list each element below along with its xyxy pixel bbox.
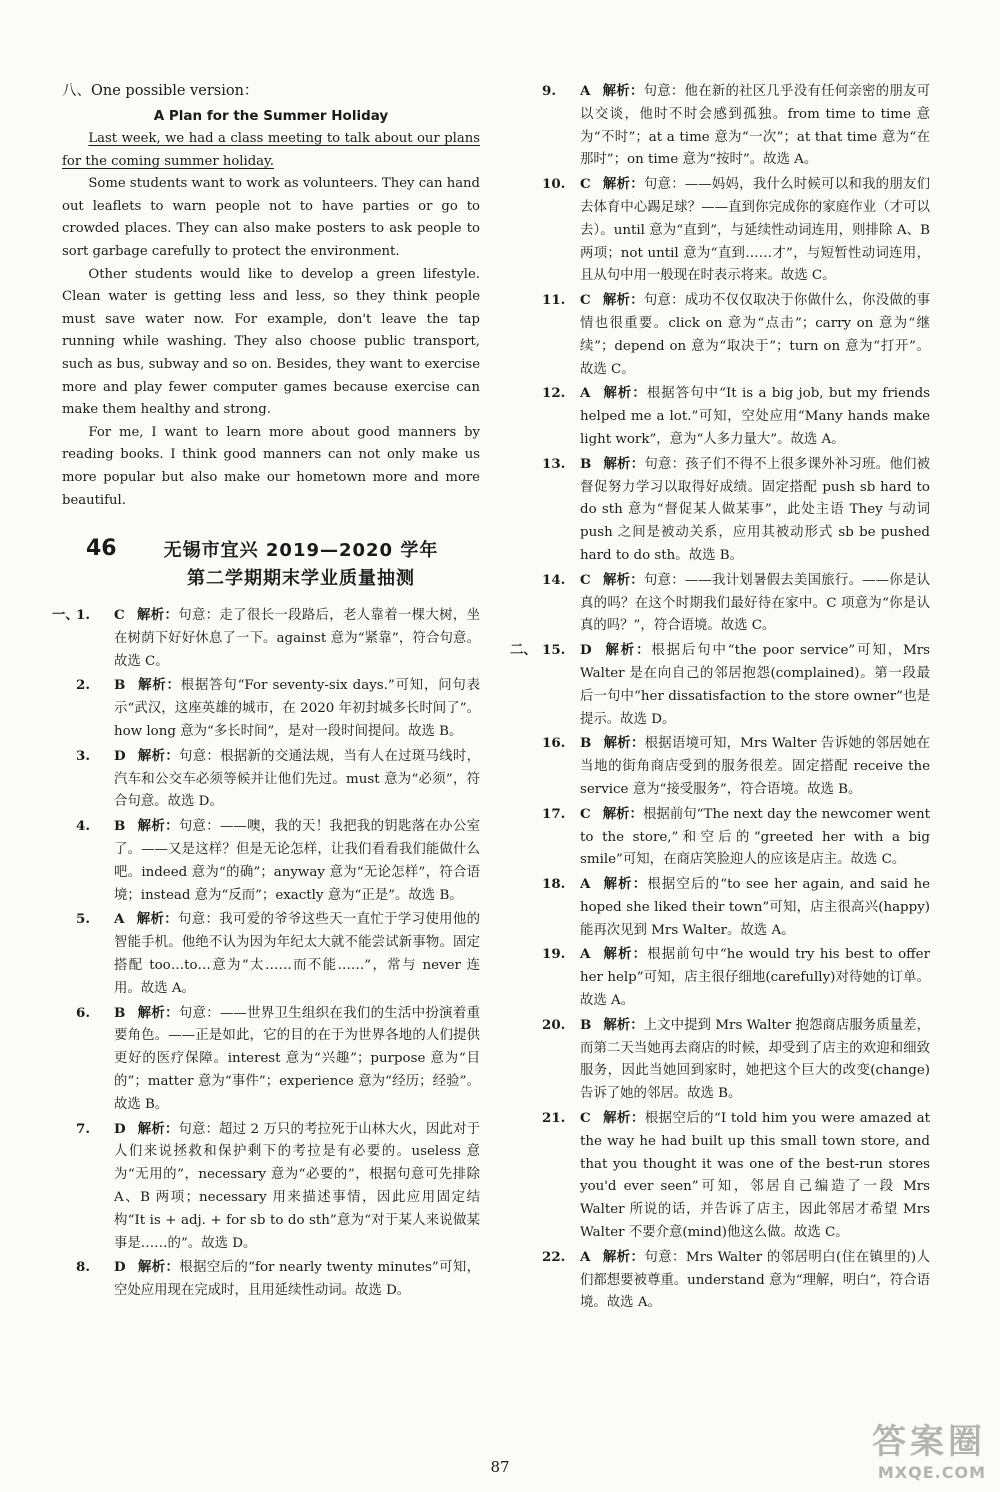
answer-number: 3. <box>76 747 90 764</box>
answer-explanation: 根据前句“The next day the newcomer went to the store,”和空后的“greeted her with a big smile”可知，在商店笑脸迎人的应该是店主。故选 C。 <box>580 806 930 868</box>
answer-choice: A <box>580 876 591 893</box>
answer-number: 19. <box>542 946 566 963</box>
answer-item <box>536 1107 930 1245</box>
answer-item <box>536 803 930 872</box>
answer-number: 7. <box>76 1120 90 1137</box>
answer-explanation: 上文中提到 Mrs Walter 抱怨商店服务质量差，而第二天当她再去商店的时候，却受到了店主的欢迎和细致服务，因此当她回到家时，她把这个巨大的改变(change)告诉了她的邻居。故选 B。 <box>580 1017 930 1102</box>
analysis-label: 解析： <box>137 819 179 835</box>
answer-explanation: 句意：他在新的社区几乎没有任何亲密的朋友可以交谈，他时不时会感到孤独。from time to time 意为“不时”；at a time 意为“一次”；at that time 意为“在那时”；on time 意为“按时”。故选 A。 <box>580 84 931 168</box>
answer-explanation: 句意：根据新的交通法规，当有人在过斑马线时，汽车和公交车必须等候并让他们先过。must 意为“必须”，符合句意。故选 D。 <box>114 748 480 810</box>
answer-explanation: 根据空后的“to see her again, and said he hoped she liked their town”可知，店主很高兴(happy)能再次见到 Mrs Walter。故选 A。 <box>580 877 931 938</box>
answer-item <box>62 1256 480 1303</box>
answer-choice: A <box>114 911 125 928</box>
answer-choice: B <box>114 1004 126 1021</box>
answer-choice: C <box>580 176 591 193</box>
answer-number: 20. <box>542 1016 566 1033</box>
answer-item <box>536 943 930 1012</box>
analysis-label: 解析： <box>137 1121 179 1137</box>
answer-choice: B <box>580 455 592 472</box>
essay-paragraph-4: For me, I want to learn more about good manners by reading books. I think good manners can not only make us more popular but also make our hometown more and more beautiful. <box>62 424 480 508</box>
analysis-label: 解析： <box>137 1005 179 1021</box>
answer-item <box>62 1002 480 1117</box>
answer-number: 9. <box>542 83 556 99</box>
answer-number: 14. <box>542 571 566 588</box>
answer-item <box>536 382 930 451</box>
answer-explanation: 句意：——噢，我的天！我把我的钥匙落在办公室了。——又是这样？但是无论怎样，让我们看看我们能做什么吧。indeed 意为“的确”；anyway 意为“无论怎样”，符合语境；instead 意为“反而”；exactly 意为“正是”。故选 B。 <box>114 819 481 903</box>
answer-explanation: 根据空后的“I told him you were amazed at the way he had built up this small town store, and that you thought it was one of the best-run stores you'd ever seen”可知，邻居自己编造了一段 Mrs Walter 所说的话，并告诉了店主，因此邻居才希望 Mrs Walter 不要介意(mind)他这么做。故选 C。 <box>580 1111 930 1241</box>
answer-choice: A <box>580 946 591 963</box>
answer-choice: B <box>580 735 592 752</box>
answer-explanation: 句意：成功不仅仅取决于你做什么，你没做的事情也很重要。click on 意为“点击”；carry on 意为“继续”；depend on 意为“取决于”；turn on 意为“打开”。故选 C。 <box>580 293 931 377</box>
answer-choice: D <box>114 747 126 764</box>
answer-number: 4. <box>76 818 90 835</box>
answer-item <box>62 674 480 743</box>
answer-list-right <box>510 80 931 1315</box>
answer-choice: D <box>580 642 592 659</box>
answer-number: 16. <box>542 735 566 752</box>
watermark-url: MXQE.COM <box>877 1463 986 1482</box>
analysis-label: 解析： <box>602 1111 645 1127</box>
analysis-label: 解析： <box>137 748 180 764</box>
analysis-label: 解析： <box>602 947 648 963</box>
analysis-label: 解析： <box>603 736 645 752</box>
answer-explanation: 根据语境可知，Mrs Walter 告诉她的邻居她在当地的街角商店受到的服务很差。固定搭配 receive the service 意为“接受服务”，符合语境。故选 B。 <box>580 736 931 797</box>
analysis-label: 解析： <box>136 608 179 624</box>
page-number: 87 <box>490 1458 510 1476</box>
answer-explanation: 根据答句“For seventy-six days.”可知，问句表示“武汉，这座英雄的城市，在 2020 年初封城多长时间了”。how long 意为“多长时间”，是对一段时间提问。故选 B。 <box>114 678 481 740</box>
section-heading <box>62 534 480 592</box>
answer-choice: C <box>580 571 591 588</box>
watermark-text: 答案圈 <box>872 1422 986 1462</box>
answer-number: 10. <box>542 176 566 193</box>
analysis-label: 解析： <box>603 456 645 472</box>
answer-number: 21. <box>542 1110 566 1127</box>
answer-choice: C <box>580 1110 591 1127</box>
answer-choice: A <box>580 83 591 99</box>
answer-number: 11. <box>542 292 566 309</box>
answer-item <box>62 1118 480 1256</box>
essay-paragraph-2: Some students want to work as volunteers. They can hand out leaflets to warn people not to have parties or go to crowded places. They can also make posters to ask people to sort garbage carefully to protect the environment. <box>62 176 480 259</box>
analysis-label: 解析： <box>137 1260 180 1276</box>
answer-number: 8. <box>76 1259 90 1276</box>
answer-explanation: 句意：——我计划暑假去美国旅行。——你是认真的吗？在这个时期我们最好待在家中。C 项意为“你是认真的吗？”，符合语境。故选 C。 <box>580 572 931 634</box>
answer-choice: A <box>580 385 591 402</box>
answer-number: 1. <box>76 607 90 624</box>
answer-number: 12. <box>542 385 566 402</box>
essay-paragraph-1: Last week, we had a class meeting to talk about our plans for the coming summer holiday. <box>62 131 480 169</box>
section-number: 46 <box>86 536 117 562</box>
answer-explanation: 根据答句中“It is a big job, but my friends helped me a lot.”可知，空处应用“Many hands make light work”，意为“人多力量大”。故选 A。 <box>580 386 931 447</box>
right-column <box>510 80 931 1316</box>
watermark-logo <box>872 1414 986 1482</box>
analysis-label: 解析： <box>602 572 644 588</box>
answer-explanation: 句意：走了很长一段路后，老人靠着一棵大树，坐在树荫下好好休息了一下。against 意为“紧靠”，符合句意。故选 C。 <box>114 608 481 669</box>
essay-paragraph-3: Other students would like to develop a green lifestyle. Clean water is getting less and less, so they think people must save water now. For example, don't leave the tap running while washing. They also choose public transport, such as bus, subway and so on. Besides, they want to exercise more and play fewer computer games because exercise can make them healthy and strong. <box>62 266 480 418</box>
analysis-label: 解析： <box>603 643 652 659</box>
answer-explanation: 句意：超过 2 万只的考拉死于山林大火，因此对于人们来说拯救和保护剩下的考拉是有必要的。useless 意为“无用的”，necessary 意为“必要的”，根据句意可先排除 A、B 两项；necessary 用来描述事情，因此应用固定结构“It is + adj. + for sb to do sth”意为“对于某人来说做某事是……的”。故选 D。 <box>114 1121 481 1251</box>
answer-number: 13. <box>542 455 566 472</box>
answer-explanation: 句意：——世界卫生组织在我们的生活中扮演着重要角色。——正是如此，它的目的在于为世界各地的人们提供更好的医疗保障。interest 意为“兴趣”；purpose 意为“目的”；matter 意为“事件”；experience 意为“经历；经验”。故选 B。 <box>114 1005 481 1112</box>
answer-explanation: 根据前句中“he would try his best to offer her help”可知，店主很仔细地(carefully)对待她的订单。故选 A。 <box>580 947 931 1009</box>
answer-item <box>536 873 930 942</box>
answer-choice: D <box>114 1259 126 1276</box>
answer-item <box>536 1014 930 1106</box>
answer-choice: C <box>580 805 591 822</box>
answer-choice: C <box>580 292 591 309</box>
section-title-line-2: 第二学期期末学业质量抽测 <box>187 568 415 590</box>
analysis-label: 解析： <box>602 806 643 822</box>
answer-group-label: 二、 <box>510 642 537 659</box>
analysis-label: 解析： <box>603 1017 644 1033</box>
answer-choice: B <box>114 677 126 694</box>
answer-item <box>536 173 930 288</box>
analysis-label: 解析： <box>136 912 178 928</box>
essay-intro: 八、One possible version： <box>62 83 259 99</box>
answer-explanation: 句意：孩子们不得不上很多课外补习班。他们被督促努力学习以取得好成绩。固定搭配 push sb hard to do sth 意为“督促某人做某事”，此处主语 They 与动词 push 之间是被动关系，应用其被动形式 sb be pushed hard to do sth。故选 B。 <box>580 456 931 563</box>
answer-number: 17. <box>542 805 566 822</box>
answer-choice: B <box>580 1016 592 1033</box>
answer-item <box>62 745 480 814</box>
analysis-label: 解析： <box>602 293 644 309</box>
answer-number: 22. <box>542 1248 566 1265</box>
answer-explanation: 句意：——妈妈，我什么时候可以和我的朋友们去体育中心踢足球？——直到你完成你的家庭作业（才可以去）。until 意为“直到”，与延续性动词连用，则排除 A、B 两项；not until 意为“直到……才”，与短暂性动词连用，且从句中用一般现在时表示将来。故选 C。 <box>580 177 931 284</box>
analysis-label: 解析： <box>602 877 648 893</box>
answer-choice: C <box>114 607 125 624</box>
answer-item <box>536 80 930 172</box>
essay-title: A Plan for the Summer Holiday <box>153 108 389 124</box>
answer-number: 5. <box>76 911 90 928</box>
answer-choice: B <box>114 818 126 835</box>
answer-number: 18. <box>542 876 566 893</box>
answer-item <box>510 639 931 731</box>
answer-item <box>536 569 930 638</box>
answer-list-left <box>52 604 481 1303</box>
answer-item <box>52 604 481 673</box>
left-column <box>52 80 481 1304</box>
answer-item <box>62 908 480 1000</box>
answer-explanation: 根据后句中“the poor service”可知，Mrs Walter 是在向自己的邻居抱怨(complained)。第一段最后一句中“her dissatisfaction to the store owner”也是提示。故选 D。 <box>580 643 931 727</box>
analysis-label: 解析： <box>602 386 647 402</box>
analysis-label: 解析： <box>137 678 181 694</box>
answer-item <box>536 1246 930 1315</box>
answer-number: 2. <box>76 677 90 694</box>
answer-item <box>536 453 930 568</box>
answer-item <box>536 732 930 801</box>
answer-choice: A <box>580 1248 591 1265</box>
answer-choice: D <box>114 1120 126 1137</box>
answer-explanation: 根据空后的“for nearly twenty minutes”可知，空处应用现在完成时，且用延续性动词。故选 D。 <box>114 1260 481 1299</box>
answer-item <box>62 815 480 907</box>
answer-explanation: 句意：我可爱的爷爷这些天一直忙于学习使用他的智能手机。他绝不认为因为年纪太大就不能尝试新事物。固定搭配 too…to…意为“太……而不能……”，常与 never 连用。故选 A。 <box>114 912 481 996</box>
analysis-label: 解析： <box>602 84 644 99</box>
answer-item <box>536 289 930 381</box>
analysis-label: 解析： <box>602 177 644 193</box>
answer-explanation: 句意：Mrs Walter 的邻居明白(住在镇里的)人们都想要被尊重。understand 意为“理解，明白”，符合语境。故选 A。 <box>580 1249 930 1311</box>
analysis-label: 解析： <box>602 1249 645 1265</box>
answer-group-label: 一、 <box>52 607 79 624</box>
answer-number: 6. <box>76 1004 90 1021</box>
answer-number: 15. <box>542 642 566 659</box>
section-title-line-1: 无锡市宜兴 2019—2020 学年 <box>163 540 439 562</box>
